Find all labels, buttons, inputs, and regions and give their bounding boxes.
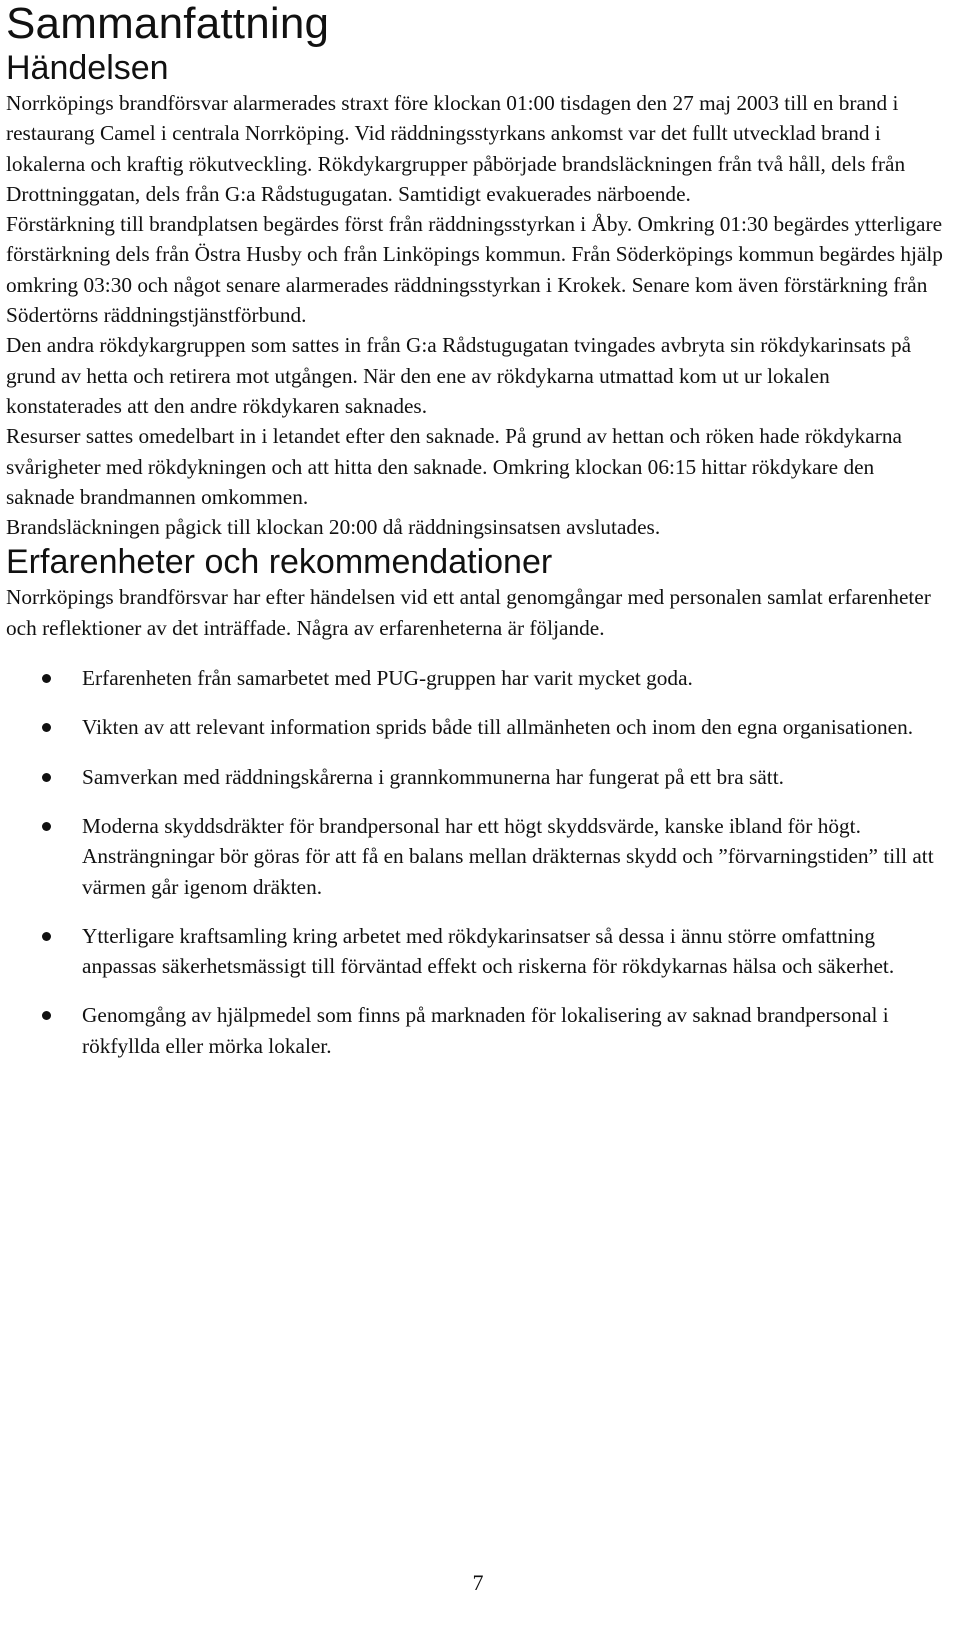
list-item [6, 1000, 946, 1061]
intro-paragraph: Norrköpings brandförsvar har efter händelsen vid ett antal genomgångar med personalen samlat erfarenheter och reflektioner av det inträffade. Några av erfarenheterna är följande. [6, 585, 931, 640]
paragraph: Resurser sattes omedelbart in i letandet efter den saknade. På grund av hettan och röken hade rökdykarna svårigheter med rökdykningen och att hitta den saknade. Omkring klockan 06:15 hittar rökdykare den saknade brandmannen omkommen. [6, 424, 902, 509]
list-item [6, 921, 946, 982]
list-item [6, 762, 946, 792]
bullet-icon [42, 674, 51, 683]
list-item-text: Samverkan med räddningskårerna i grannkommunerna har fungerat på ett bra sätt. [82, 764, 784, 789]
list-item-text: Erfarenheten från samarbetet med PUG-gruppen har varit mycket goda. [82, 666, 693, 691]
section-heading-erfarenheter: Erfarenheter och rekommendationer [6, 543, 553, 582]
paragraph: Förstärkning till brandplatsen begärdes först från räddningsstyrkan i Åby. Omkring 01:30 begärdes ytterligare förstärkning dels från Östra Husby och från Linköpings kommun. Från Söderköpings kommun begärdes hjälp omkring 03:30 och något senare alarmerades räddningsstyrkan i Krokek. Senare kom även förstärkning från Södertörns räddningstjänstförbund. [6, 212, 943, 328]
list-item [6, 811, 946, 902]
page-title: Sammanfattning [6, 0, 330, 48]
list-item-text: Genomgång av hjälpmedel som finns på marknaden för lokalisering av saknad brandpersonal i rökfyllda eller mörka lokaler. [82, 1003, 889, 1058]
bullet-icon [42, 723, 51, 732]
list-item [6, 712, 946, 742]
list-item-text: Vikten av att relevant information sprids både till allmänheten och inom den egna organisationen. [82, 715, 914, 740]
paragraph: Norrköpings brandförsvar alarmerades straxt före klockan 01:00 tisdagen den 27 maj 2003 till en brand i restaurang Camel i centrala Norrköping. Vid räddningsstyrkans ankomst var det fullt utvecklad brand i lokalerna och kraftig rökutveckling. Rökdykargrupper påbörjade brandsläckningen från två håll, dels från Drottninggatan, dels från G:a Rådstugugatan. Samtidigt evakuerades närboende. [6, 91, 906, 206]
paragraph: Den andra rökdykargruppen som sattes in från G:a Rådstugugatan tvingades avbryta sin rökdykarinsats på grund av hetta och retirera mot utgången. När den ene av rökdykarna utmattad kom ut ur lokalen konstaterades att den andre rökdykaren saknades. [6, 333, 912, 418]
list-item [6, 663, 946, 693]
paragraph: Brandsläckningen pågick till klockan 20:00 då räddningsinsatsen avslutades. [6, 515, 661, 540]
bullet-icon [42, 932, 51, 941]
list-item-text: Ytterligare kraftsamling kring arbetet med rökdykarinsatser så dessa i ännu större omfattning anpassas säkerhetsmässigt till förväntad effekt och riskerna för rökdykarnas hälsa och säkerhet. [82, 923, 895, 979]
bullet-icon [42, 822, 51, 831]
list-item-text: Moderna skyddsdräkter för brandpersonal har ett högt skyddsvärde, kanske ibland för högt. Ansträngningar bör göras för att få en balans mellan dräkternas skydd och ”förvarningstiden” till att värmen går igenom dräkten. [82, 813, 934, 899]
section-heading-handelsen: Händelsen [6, 49, 169, 87]
bullet-icon [42, 773, 51, 782]
bullet-icon [42, 1011, 51, 1020]
recommendations-list [6, 663, 946, 1061]
page-number: 7 [472, 1570, 484, 1595]
document-page [6, 0, 946, 1080]
